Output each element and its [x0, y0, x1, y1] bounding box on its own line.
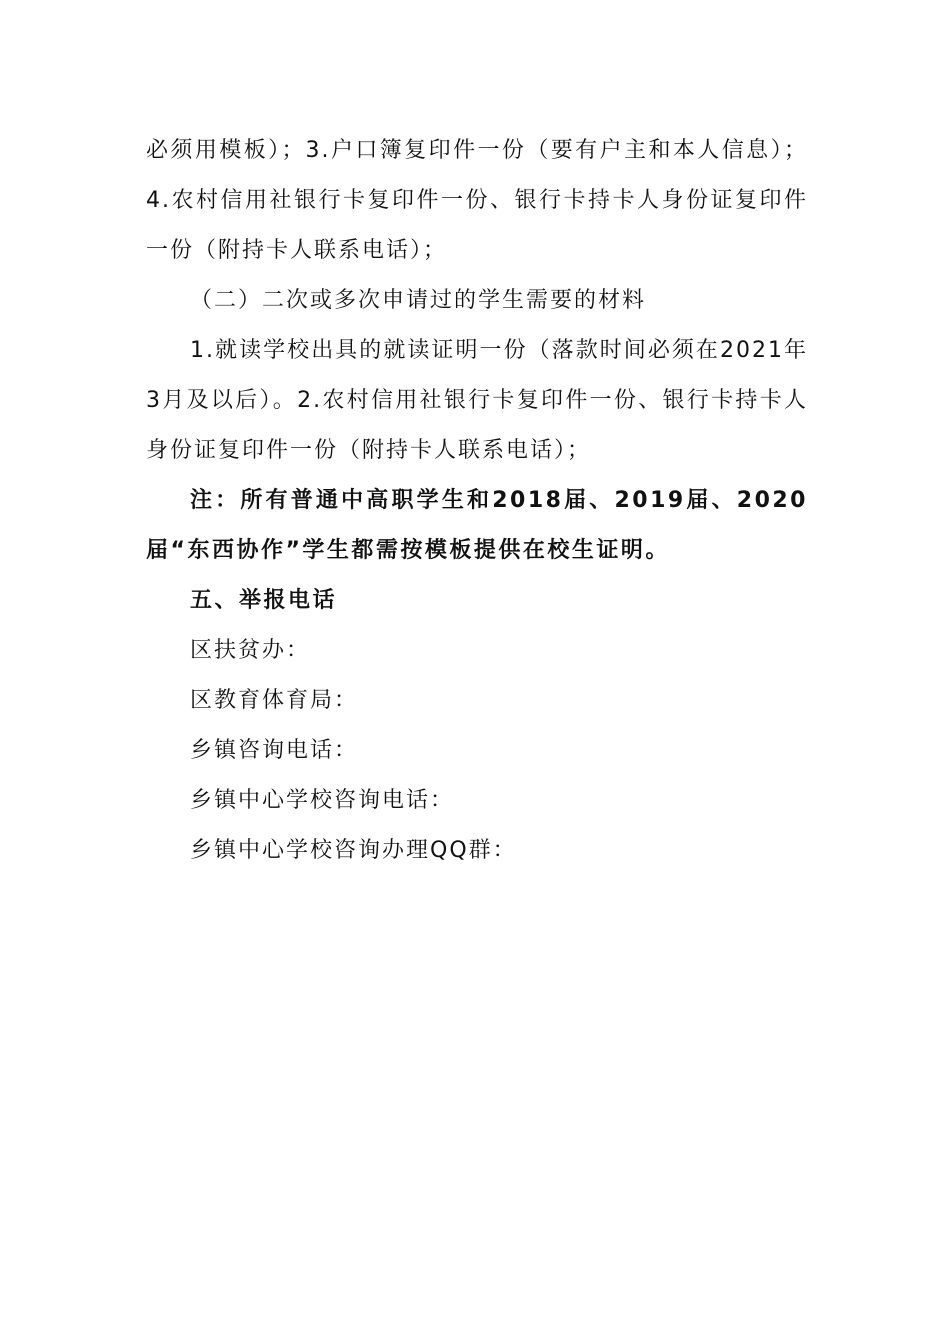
section-heading-report-phone: 五、举报电话 [190, 588, 338, 613]
section-heading-repeat-applicants: （二）二次或多次申请过的学生需要的材料 [190, 288, 647, 313]
contact-education-bureau: 区教育体育局： [190, 688, 359, 713]
paragraph-materials-continued: 必须用模板）；3.户口簿复印件一份（要有户主和本人信息）；4.农村信用社银行卡复印件一份、银行卡持卡人身份证复印件一份（附持卡人联系电话）； [146, 138, 808, 263]
document-body [146, 126, 808, 876]
contact-township-phone: 乡镇咨询电话： [190, 738, 359, 763]
paragraph-note: 注：所有普通中高职学生和2018届、2019届、2020届“东西协作”学生都需按模板提供在校生证明。 [146, 488, 808, 563]
paragraph-repeat-applicant-materials: 1.就读学校出具的就读证明一份（落款时间必须在2021年3月及以后）。2.农村信用社银行卡复印件一份、银行卡持卡人身份证复印件一份（附持卡人联系电话）； [146, 338, 808, 463]
contact-township-school-qq-group: 乡镇中心学校咨询办理QQ群： [190, 838, 517, 863]
contact-poverty-office: 区扶贫办： [190, 638, 311, 663]
contact-township-school-phone: 乡镇中心学校咨询电话： [190, 788, 455, 813]
